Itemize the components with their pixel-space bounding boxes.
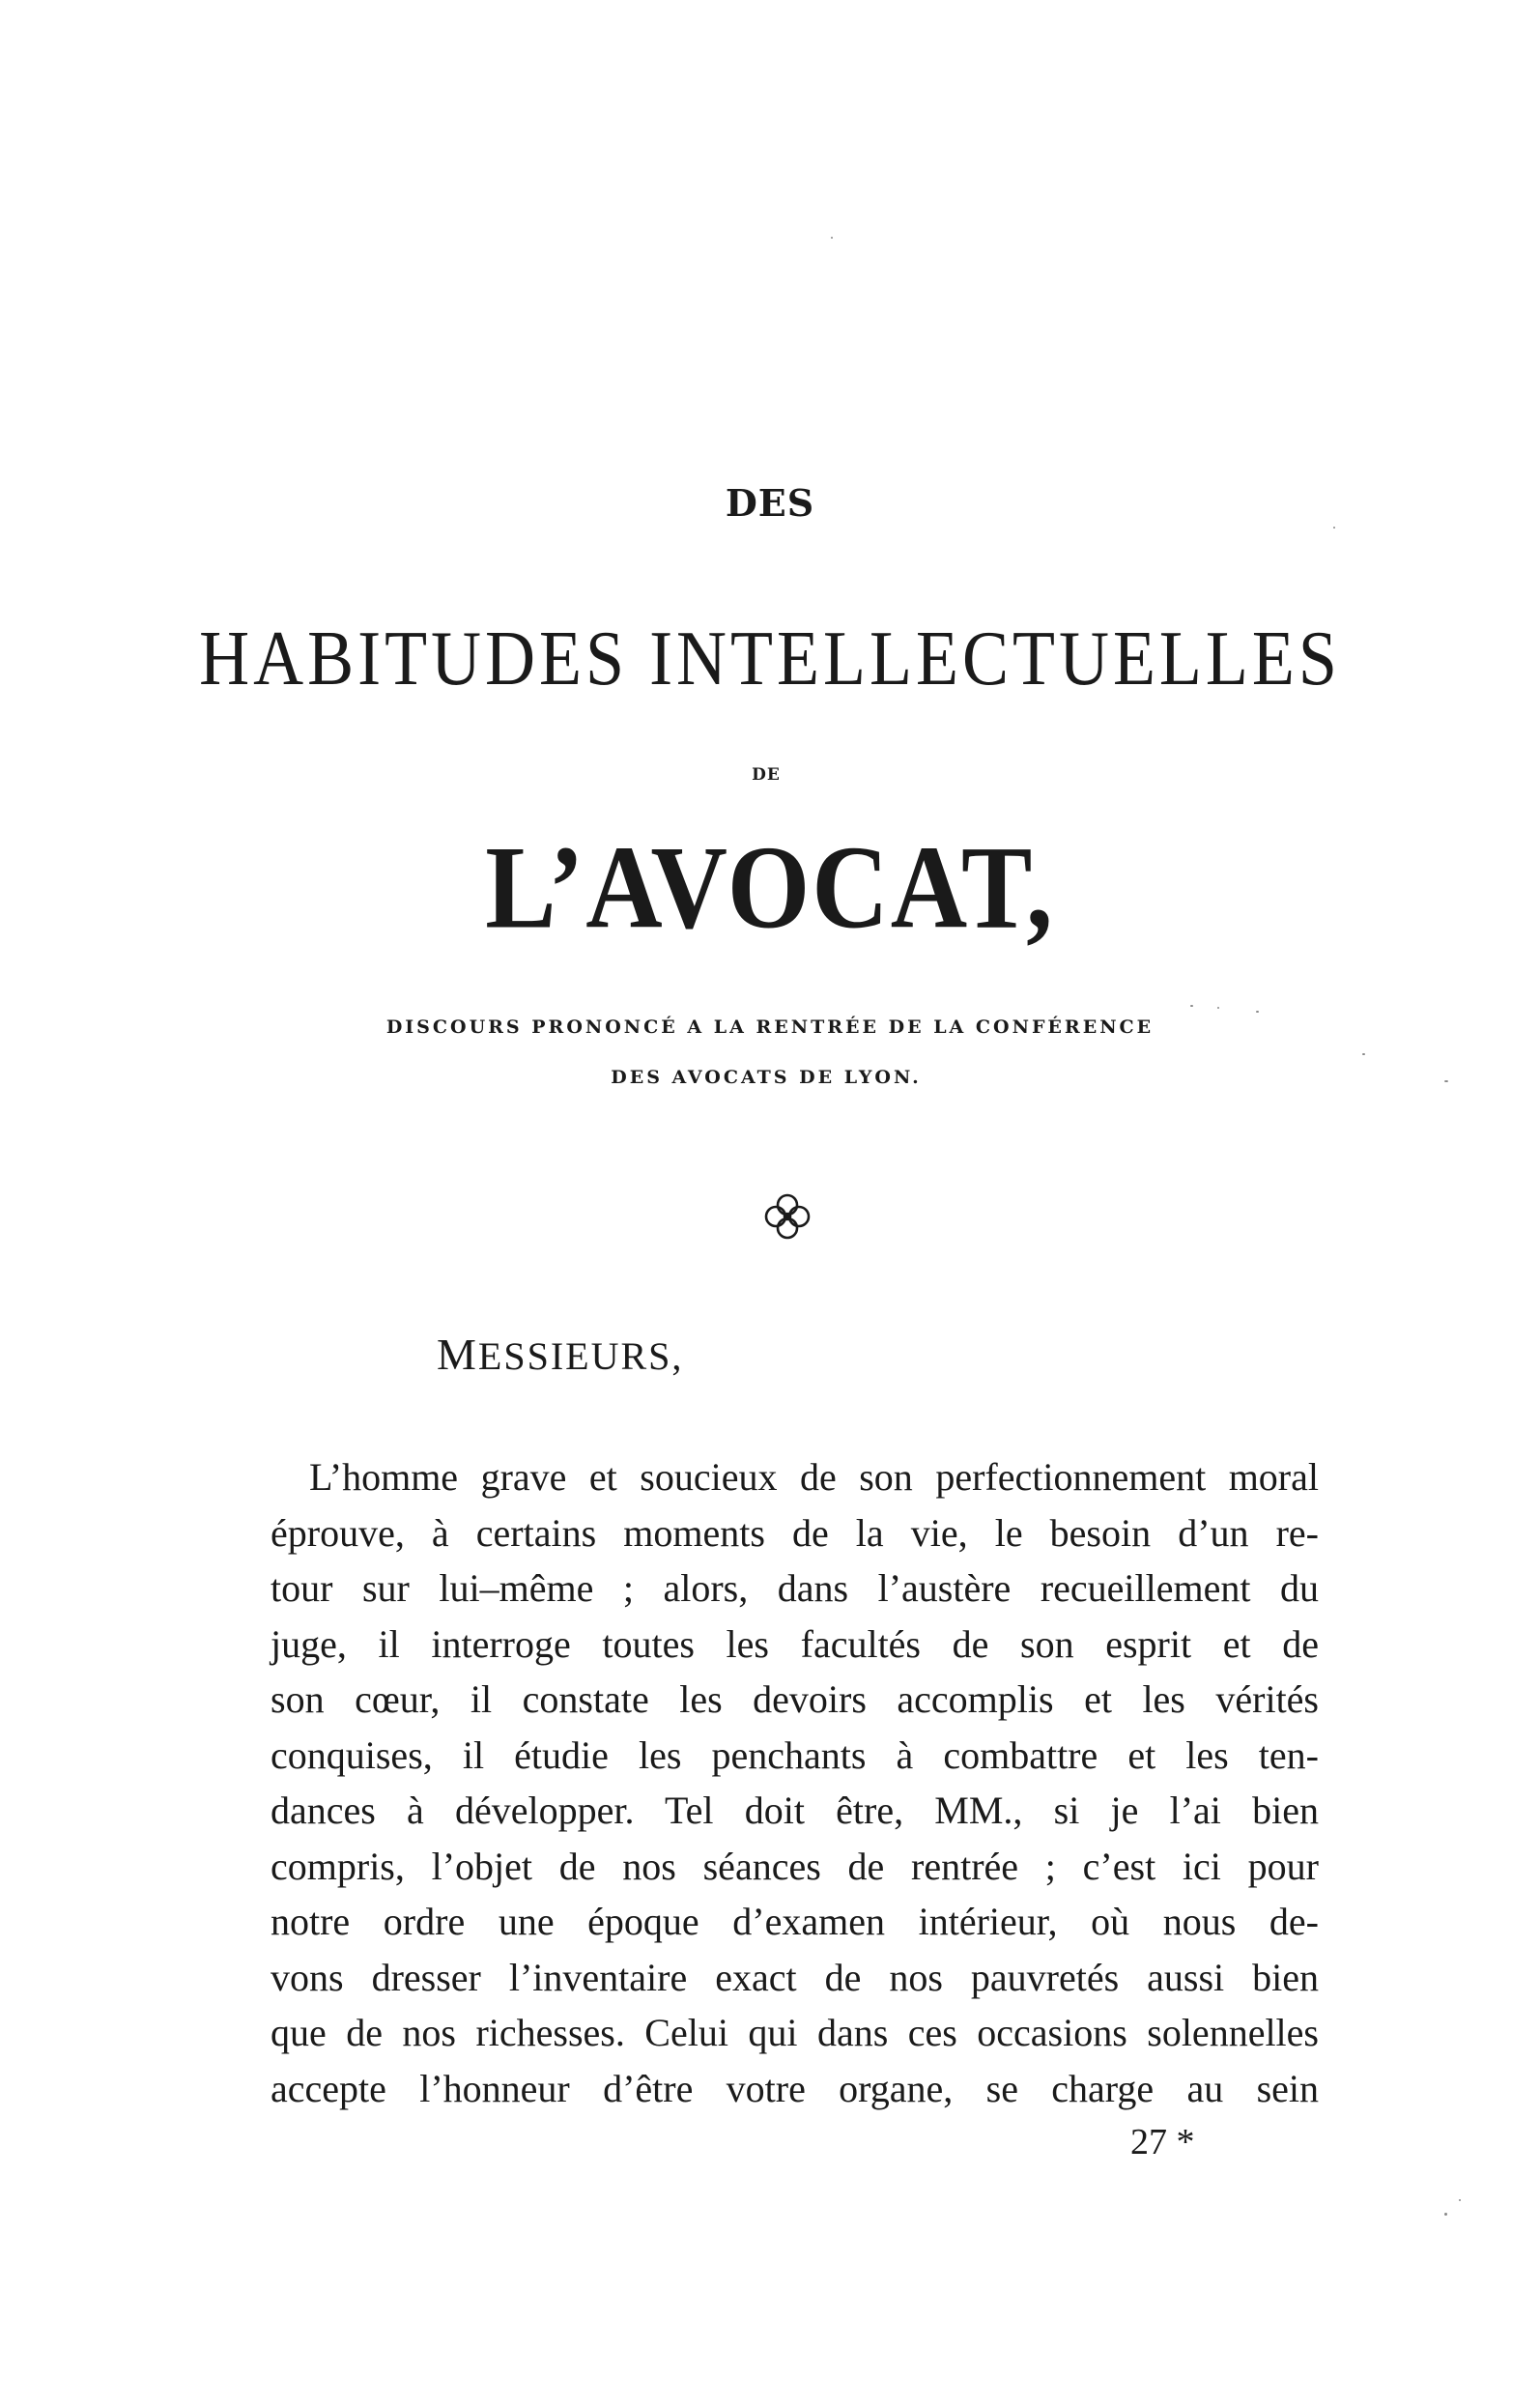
body-line: compris, l’objet de nos séances de rentrée ; c’est ici pour — [271, 1844, 1319, 1888]
headline: L’AVOCAT, — [485, 820, 1055, 954]
body-line: notre ordre une époque d’examen intérieur, où nous de- — [271, 1900, 1319, 1943]
body-line: accepte l’honneur d’être votre organe, se charge au sein — [271, 2066, 1319, 2110]
pre-title: DES — [725, 481, 815, 525]
paper-speck — [1190, 1005, 1193, 1007]
paper-speck — [831, 237, 833, 239]
paper-speck — [1444, 2213, 1447, 2216]
body-line: que de nos richesses. Celui qui dans ces occasions solennelles — [271, 2011, 1319, 2054]
subtitle-line-2: DES AVOCATS DE LYON. — [611, 1067, 922, 1088]
paper-speck — [1256, 1011, 1259, 1013]
title-connector: DE — [752, 765, 781, 785]
paper-speck — [1459, 2199, 1461, 2201]
paper-speck — [1444, 1080, 1448, 1082]
salutation — [437, 1329, 683, 1380]
page-number: 27 * — [1130, 2122, 1195, 2162]
salutation-initial: M — [437, 1330, 478, 1379]
fleuron-ornament-icon — [759, 1188, 815, 1245]
body-line: tour sur lui–même ; alors, dans l’austère recueillement du — [271, 1566, 1319, 1610]
body-line: juge, il interroge toutes les facultés de son esprit et de — [271, 1621, 1319, 1666]
body-paragraph — [271, 1449, 1319, 2116]
body-line: L’homme grave et soucieux de son perfectionnement moral — [309, 1455, 1319, 1499]
subtitle-line-1: DISCOURS PRONONCÉ A LA RENTRÉE DE LA CONFÉRENCE — [385, 1016, 1155, 1038]
paper-speck — [1217, 1007, 1219, 1009]
body-line: conquises, il étudie les penchants à combattre et les ten- — [271, 1732, 1319, 1777]
main-title: HABITUDES INTELLECTUELLES — [199, 615, 1341, 701]
paper-speck — [1362, 1053, 1365, 1055]
salutation-rest: ESSIEURS, — [477, 1334, 684, 1378]
body-line: son cœur, il constate les devoirs accomplis et les vérités — [271, 1677, 1319, 1721]
body-line: dances à développer. Tel doit être, MM., si je l’ai bien — [271, 1789, 1319, 1832]
paper-speck — [1333, 527, 1335, 529]
body-line: vons dresser l’inventaire exact de nos pauvretés aussi bien — [271, 1955, 1319, 1999]
body-line: éprouve, à certains moments de la vie, le besoin d’un re- — [271, 1510, 1319, 1555]
